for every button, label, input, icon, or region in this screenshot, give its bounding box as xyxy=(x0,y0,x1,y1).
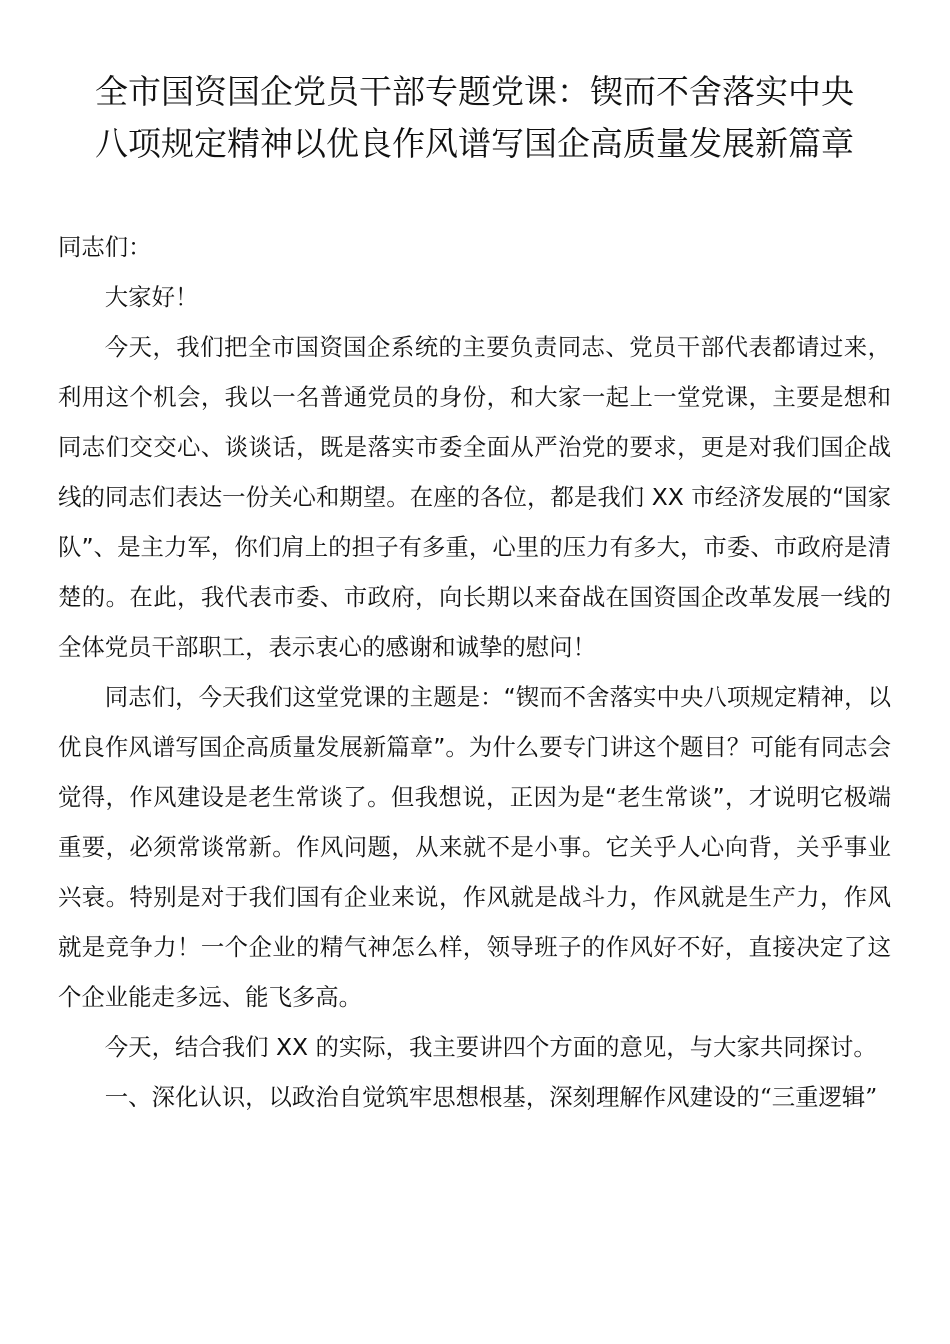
document-title xyxy=(58,66,891,170)
salutation: 同志们： xyxy=(58,233,152,261)
section-heading: 一、深化认识，以政治自觉筑牢思想根基，深刻理解作风建设的“三重逻辑” xyxy=(104,1083,878,1111)
title-line-2: 八项规定精神以优良作风谱写国企高质量发展新篇章 xyxy=(95,124,854,163)
body-paragraph: 今天，结合我们 XX 的实际，我主要讲四个方面的意见，与大家共同探讨。 xyxy=(104,1033,877,1061)
body-paragraph: 同志们，今天我们这堂党课的主题是：“锲而不舍落实中央八项规定精神，以优良作风谱写国企高质量发展新篇章”。为什么要专门讲这个题目？可能有同志会觉得，作风建设是老生常谈了。但我想说，正因为是“老生常谈”，才说明它极端重要，必须常谈常新。作风问题，从来就不是小事。它关乎人心向背，关乎事业兴衰。特别是对于我们国有企业来说，作风就是战斗力，作风就是生产力，作风就是竞争力！一个企业的精气神怎么样，领导班子的作风好不好，直接决定了这个企业能走多远、能飞多高。 xyxy=(58,683,891,1011)
greeting-paragraph: 大家好！ xyxy=(104,283,199,311)
body-paragraph: 今天，我们把全市国资国企系统的主要负责同志、党员干部代表都请过来，利用这个机会，我以一名普通党员的身份，和大家一起上一堂党课，主要是想和同志们交交心、谈谈话，既是落实市委全面从严治党的要求，更是对我们国企战线的同志们表达一份关心和期望。在座的各位，都是我们 XX 市经济发展的“国家队”、是主力军，你们肩上的担子有多重，心里的压力有多大，市委、市政府是清楚的。在此，我代表市委、市政府，向长期以来奋战在国资国企改革发展一线的全体党员干部职工，表示衷心的感谢和诚挚的慰问！ xyxy=(58,333,891,661)
title-line-1: 全市国资国企党员干部专题党课：锲而不舍落实中央 xyxy=(95,72,854,111)
